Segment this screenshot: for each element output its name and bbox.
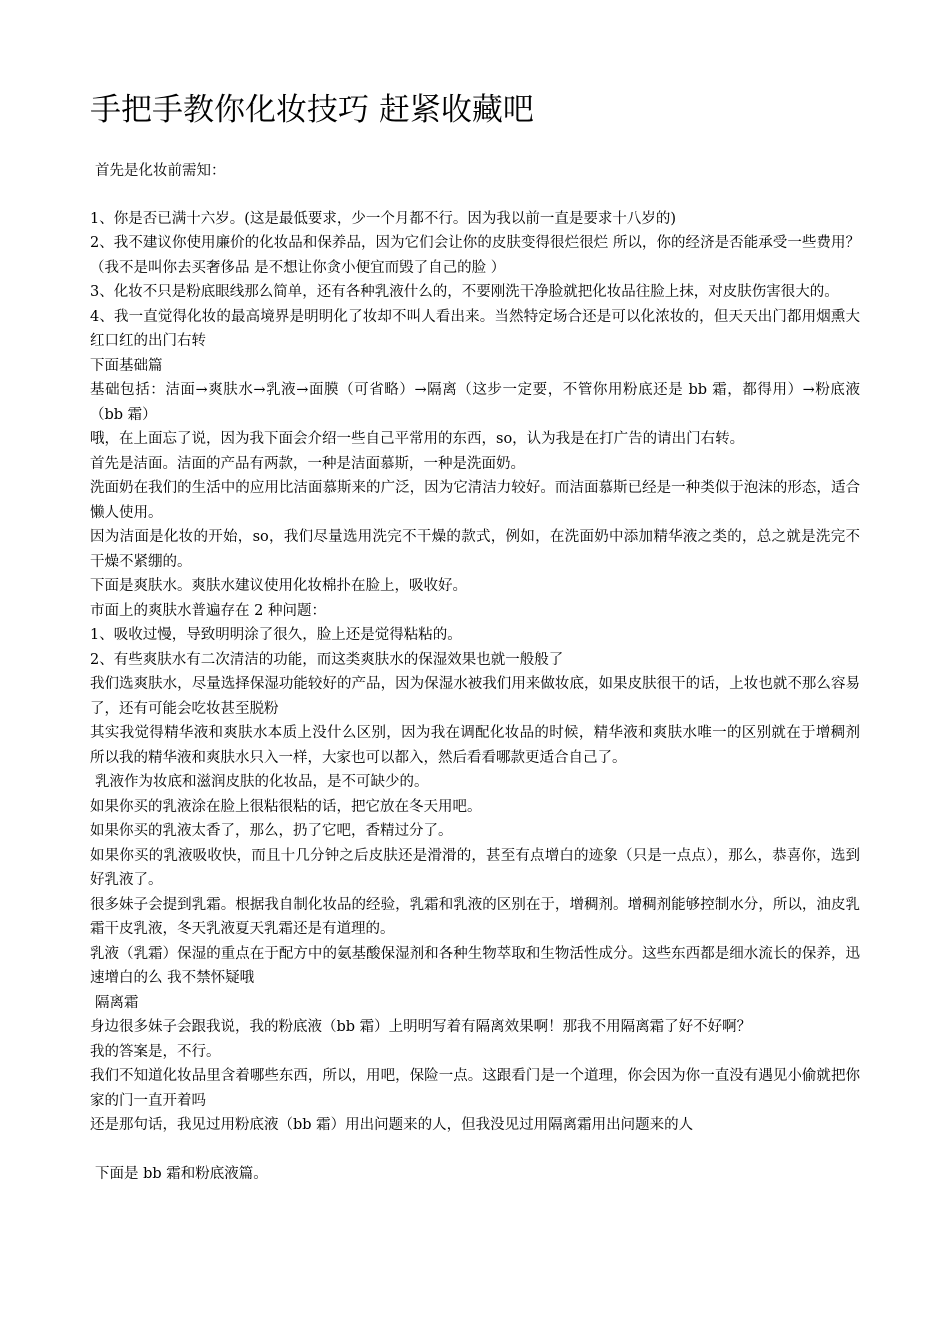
paragraph: 2、我不建议你使用廉价的化妆品和保养品，因为它们会让你的皮肤变得很烂很烂 所以，你的经济是否能承受一些费用？（我不是叫你去买奢侈品 是不想让你贪小便宜而毁了自己的脸 ） xyxy=(90,235,860,276)
spacer xyxy=(90,184,860,207)
paragraph: 市面上的爽肤水普遍存在 2 种问题： xyxy=(90,602,326,619)
paragraph: 2、有些爽肤水有二次清洁的功能，而这类爽肤水的保湿效果也就一般般了 xyxy=(90,651,564,668)
paragraph: 基础包括：洁面→爽肤水→乳液→面膜（可省略）→隔离（这步一定要，不管你用粉底还是 bb 霜，都得用）→粉底液（bb 霜） xyxy=(90,382,860,423)
closing-line: 下面是 bb 霜和粉底液篇。 xyxy=(95,1165,268,1182)
paragraph: 我们选爽肤水，尽量选择保湿功能较好的产品，因为保湿水被我们用来做妆底，如果皮肤很干的话，上妆也就不那么容易了，还有可能会吃妆甚至脱粉 xyxy=(90,676,860,717)
intro-line: 首先是化妆前需知： xyxy=(95,163,226,179)
paragraph: 我们不知道化妆品里含着哪些东西，所以，用吧，保险一点。这跟看门是一个道理，你会因为你一直没有遇见小偷就把你家的门一直开着吗 xyxy=(90,1068,860,1109)
paragraph: 哦，在上面忘了说，因为我下面会介绍一些自己平常用的东西，so，认为我是在打广告的请出门右转。 xyxy=(90,431,745,447)
paragraph: 还是那句话，我见过用粉底液（bb 霜）用出问题来的人，但我没见过用隔离霜用出问题来的人 xyxy=(90,1117,694,1133)
paragraph: 乳液（乳霜）保湿的重点在于配方中的氨基酸保湿剂和各种生物萃取和生物活性成分。这些东西都是细水流长的保养，迅速增白的么 我不禁怀疑哦 xyxy=(90,945,860,986)
document-page xyxy=(90,88,860,1186)
paragraph: 1、你是否已满十六岁。(这是最低要求，少一个月都不行。因为我以前一直是要求十八岁的) xyxy=(90,210,677,227)
paragraph: 如果你买的乳液涂在脸上很粘很粘的话，把它放在冬天用吧。 xyxy=(90,798,482,815)
paragraph: 我的答案是，不行。 xyxy=(90,1043,221,1060)
paragraph: 因为洁面是化妆的开始，so，我们尽量选用洗完不干燥的款式，例如，在洗面奶中添加精华液之类的，总之就是洗完不干燥不紧绷的。 xyxy=(90,529,860,570)
paragraph: 如果你买的乳液吸收快，而且十几分钟之后皮肤还是滑滑的，甚至有点增白的迹象（只是一点点），那么，恭喜你，选到好乳液了。 xyxy=(90,847,860,888)
paragraph: 首先是洁面。洁面的产品有两款，一种是洁面慕斯，一种是洗面奶。 xyxy=(90,455,525,472)
section-heading-basics: 下面基础篇 xyxy=(90,357,163,374)
document-body xyxy=(90,132,860,1186)
paragraph: 1、吸收过慢，导致明明涂了很久，脸上还是觉得粘粘的。 xyxy=(90,627,462,643)
spacer xyxy=(90,1138,860,1162)
paragraph: 下面是爽肤水。爽肤水建议使用化妆棉扑在脸上，吸收好。 xyxy=(90,578,467,594)
paragraph: 身边很多妹子会跟我说，我的粉底液（bb 霜）上明明写着有隔离效果啊！那我不用隔离霜了好不好啊？ xyxy=(90,1019,752,1035)
paragraph: 乳液作为妆底和滋润皮肤的化妆品，是不可缺少的。 xyxy=(95,774,429,790)
spacer xyxy=(90,132,860,159)
paragraph: 很多妹子会提到乳霜。根据我自制化妆品的经验，乳霜和乳液的区别在于，增稠剂。增稠剂能够控制水分，所以，油皮乳霜干皮乳液，冬天乳液夏天乳霜还是有道理的。 xyxy=(90,896,860,937)
document-title: 手把手教你化妆技巧 赶紧收藏吧 xyxy=(90,92,534,128)
paragraph: 4、我一直觉得化妆的最高境界是明明化了妆却不叫人看出来。当然特定场合还是可以化浓妆的，但天天出门都用烟熏大红口红的出门右转 xyxy=(90,308,860,349)
paragraph: 3、化妆不只是粉底眼线那么简单，还有各种乳液什么的，不要刚洗干净脸就把化妆品往脸上抹，对皮肤伤害很大的。 xyxy=(90,284,839,300)
section-heading-primer: 隔离霜 xyxy=(95,994,139,1011)
paragraph: 洗面奶在我们的生活中的应用比洁面慕斯来的广泛，因为它清洁力较好。而洁面慕斯已经是一种类似于泡沫的形态，适合懒人使用。 xyxy=(90,480,860,521)
paragraph: 其实我觉得精华液和爽肤水本质上没什么区别，因为我在调配化妆品的时候，精华液和爽肤水唯一的区别就在于增稠剂 所以我的精华液和爽肤水只入一样，大家也可以都入，然后看看哪款更适合自己了。 xyxy=(90,725,860,766)
paragraph: 如果你买的乳液太香了，那么，扔了它吧，香精过分了。 xyxy=(90,823,453,839)
